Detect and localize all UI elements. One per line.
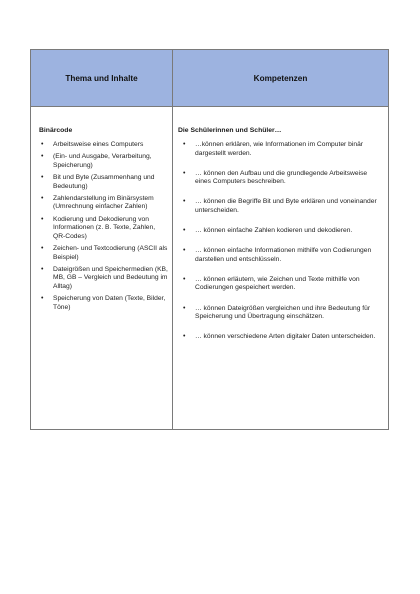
competency-item <box>178 276 382 293</box>
topic-item <box>39 245 168 262</box>
competency-item-text: …können erklären, wie Informationen im Computer binär dargestellt werden. <box>195 141 364 157</box>
competency-item-text: … können den Aufbau und die grundlegende Arbeitsweise eines Computers beschreiben. <box>195 169 368 186</box>
competency-item <box>178 198 382 215</box>
bullet-icon: • <box>41 194 44 202</box>
competency-item <box>178 247 382 264</box>
bullet-icon: • <box>183 141 186 148</box>
bullet-icon: • <box>183 304 186 312</box>
curriculum-table <box>30 49 389 430</box>
competency-item <box>178 227 382 236</box>
topic-item-text: Zeichen- und Textcodierung (ASCII als Beispiel) <box>53 244 168 261</box>
topic-item-text: Speicherung von Daten (Texte, Bilder, Töne) <box>53 295 166 311</box>
competency-item-text: … können die Begriffe Bit und Byte erklären und voneinander unterscheiden. <box>195 198 377 214</box>
competency-item-text: … können einfache Zahlen kodieren und dekodieren. <box>195 227 353 235</box>
bullet-icon: • <box>183 227 186 235</box>
bullet-icon: • <box>183 169 186 177</box>
topic-item-text: Arbeitsweise eines Computers <box>53 141 144 148</box>
competency-item-text: … können einfache Informationen mithilfe von Codierungen darstellen und entschlüsseln. <box>195 247 372 263</box>
bullet-icon: • <box>183 247 186 255</box>
header-competencies: Kompetenzen <box>253 73 308 83</box>
competency-item <box>178 305 382 322</box>
topic-item-text: Zahlendarstellung im Binärsystem (Umrechnung einfacher Zahlen) <box>53 194 154 211</box>
topic-item <box>39 174 168 191</box>
topics-cell <box>31 107 172 316</box>
bullet-icon: • <box>41 153 44 161</box>
bullet-icon: • <box>41 215 44 223</box>
topic-item <box>39 295 168 312</box>
bullet-icon: • <box>41 265 44 273</box>
competency-item-text: … können Dateigrößen vergleichen und ihre Bedeutung für Speicherung und Übertragung einschätzen. <box>195 304 371 321</box>
bullet-icon: • <box>41 141 44 148</box>
topic-item <box>39 153 168 170</box>
topic-list <box>39 141 168 312</box>
competency-item <box>178 333 382 342</box>
bullet-icon: • <box>41 173 44 181</box>
bullet-icon: • <box>183 333 186 341</box>
topic-item-text: Dateigrößen und Speichermedien (KB, MB, GB – Vergleich und Bedeutung im Alltag) <box>53 265 168 290</box>
competency-heading: Die Schülerinnen und Schüler… <box>178 127 282 134</box>
bullet-icon: • <box>183 275 186 283</box>
competency-item <box>178 141 382 158</box>
header-topic: Thema und Inhalte <box>65 73 138 83</box>
competency-list <box>178 141 382 342</box>
competency-item-text: … können verschiedene Arten digitaler Daten unterscheiden. <box>195 333 376 341</box>
topic-item <box>39 216 168 242</box>
topic-heading: Binärcode <box>39 127 73 134</box>
bullet-icon: • <box>183 198 186 206</box>
competency-item <box>178 170 382 187</box>
bullet-icon: • <box>41 295 44 303</box>
bullet-icon: • <box>41 244 44 252</box>
topic-item <box>39 195 168 212</box>
topic-item <box>39 141 168 150</box>
topic-item-text: Kodierung und Dekodierung von Informationen (z. B. Texte, Zahlen, QR-Codes) <box>53 215 156 240</box>
topic-item-text: Bit und Byte (Zusammenhang und Bedeutung) <box>53 173 155 190</box>
competencies-cell <box>173 107 388 353</box>
topic-item <box>39 266 168 292</box>
table-header-row <box>31 50 388 107</box>
topic-item-text: (Ein- und Ausgabe, Verarbeitung, Speicherung) <box>53 153 152 169</box>
competency-item-text: … können erläutern, wie Zeichen und Texte mithilfe von Codierungen gespeichert werden. <box>195 275 360 292</box>
